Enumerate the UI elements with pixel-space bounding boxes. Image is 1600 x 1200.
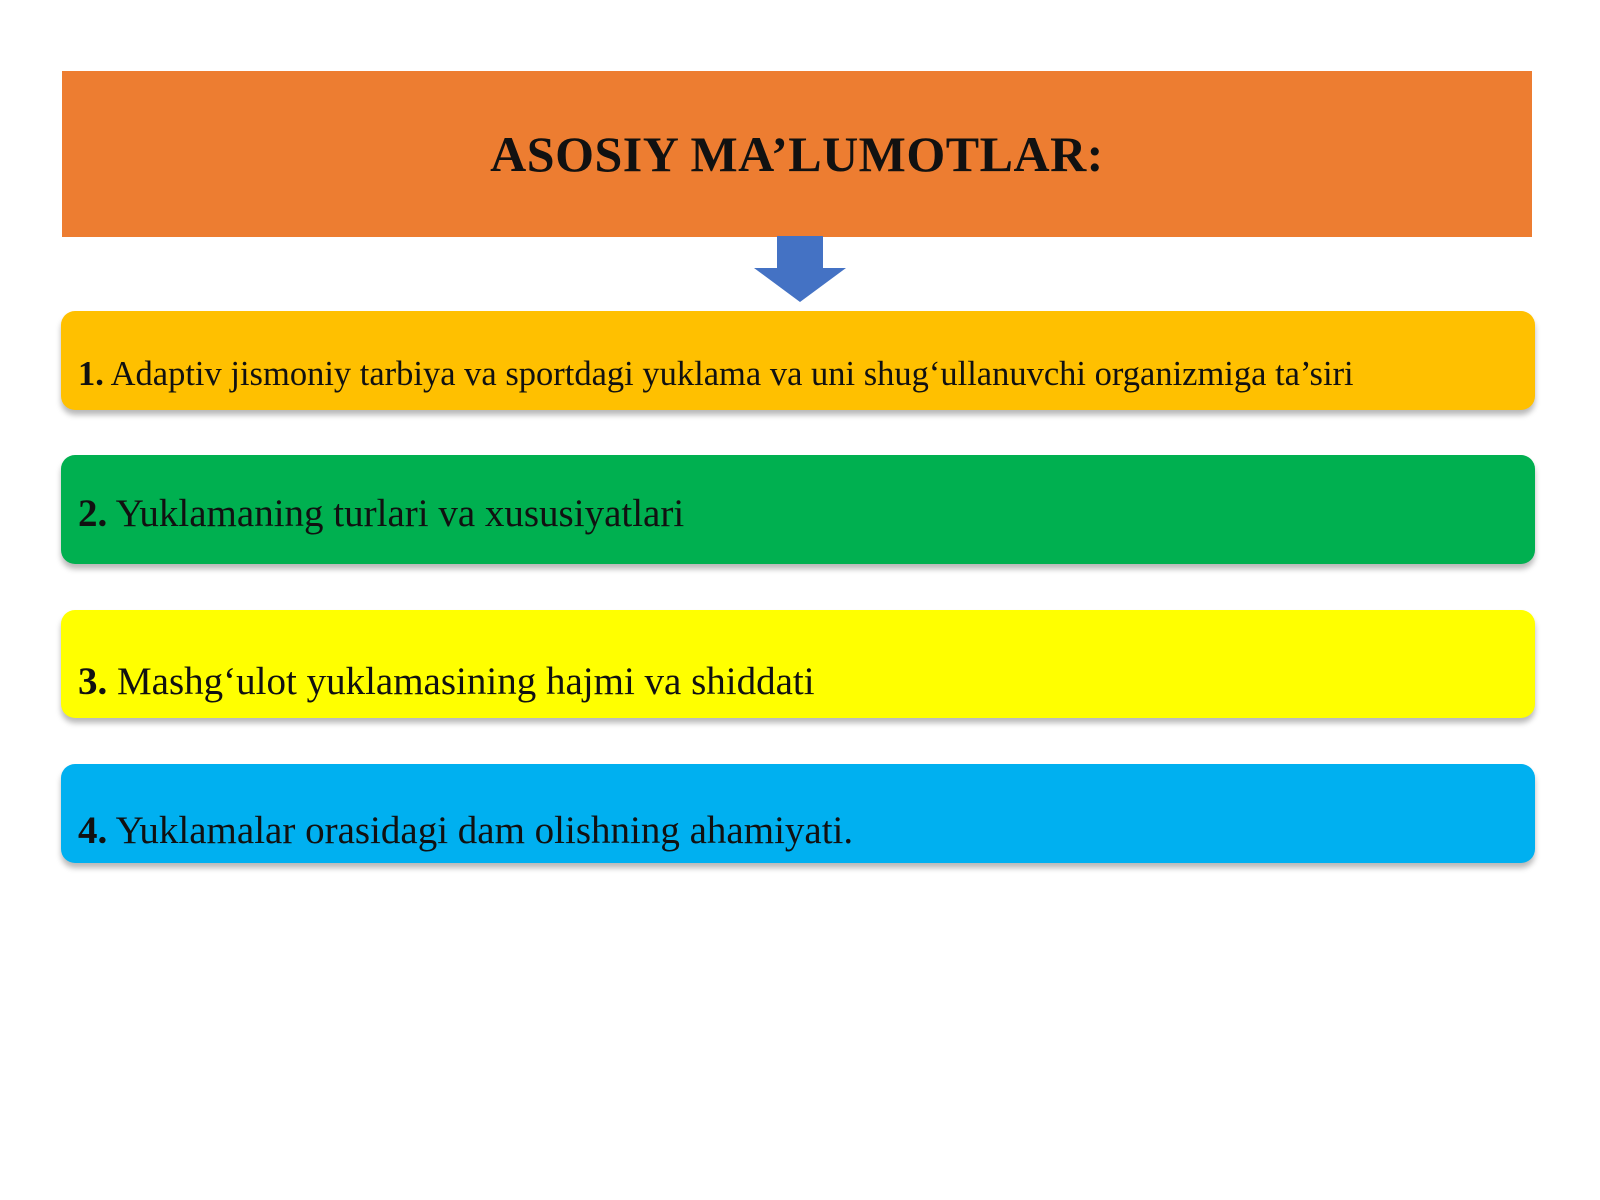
topic-item-1 <box>61 311 1535 410</box>
topic-item-1-text <box>78 355 1354 394</box>
topic-item-4-number: 4. <box>78 809 108 852</box>
topic-item-2-label: Yuklamaning turlari va xususiyatlari <box>115 492 685 535</box>
topic-item-4-label: Yuklamalar orasidagi dam olishning ahamiyati. <box>115 809 854 852</box>
title-banner <box>62 71 1532 237</box>
topic-item-3 <box>61 610 1535 718</box>
topic-item-3-text <box>78 659 815 704</box>
arrow-down-shape <box>754 236 846 302</box>
topic-item-2-number: 2. <box>78 492 108 535</box>
topic-item-4 <box>61 764 1535 863</box>
topic-item-2-text <box>78 491 684 536</box>
topic-item-1-label: Adaptiv jismoniy tarbiya va sportdagi yuklama va uni shug‘ullanuvchi organizmiga ta’siri <box>110 355 1354 393</box>
topic-item-2 <box>61 455 1535 564</box>
topic-item-3-label: Mashg‘ulot yuklamasining hajmi va shiddati <box>117 660 815 703</box>
page-title: ASOSIY MA’LUMOTLAR: <box>490 126 1104 182</box>
topic-item-1-number: 1. <box>78 355 104 393</box>
topic-item-3-number: 3. <box>78 660 108 703</box>
topic-item-4-text <box>78 808 853 853</box>
arrow-down-icon <box>752 236 848 304</box>
